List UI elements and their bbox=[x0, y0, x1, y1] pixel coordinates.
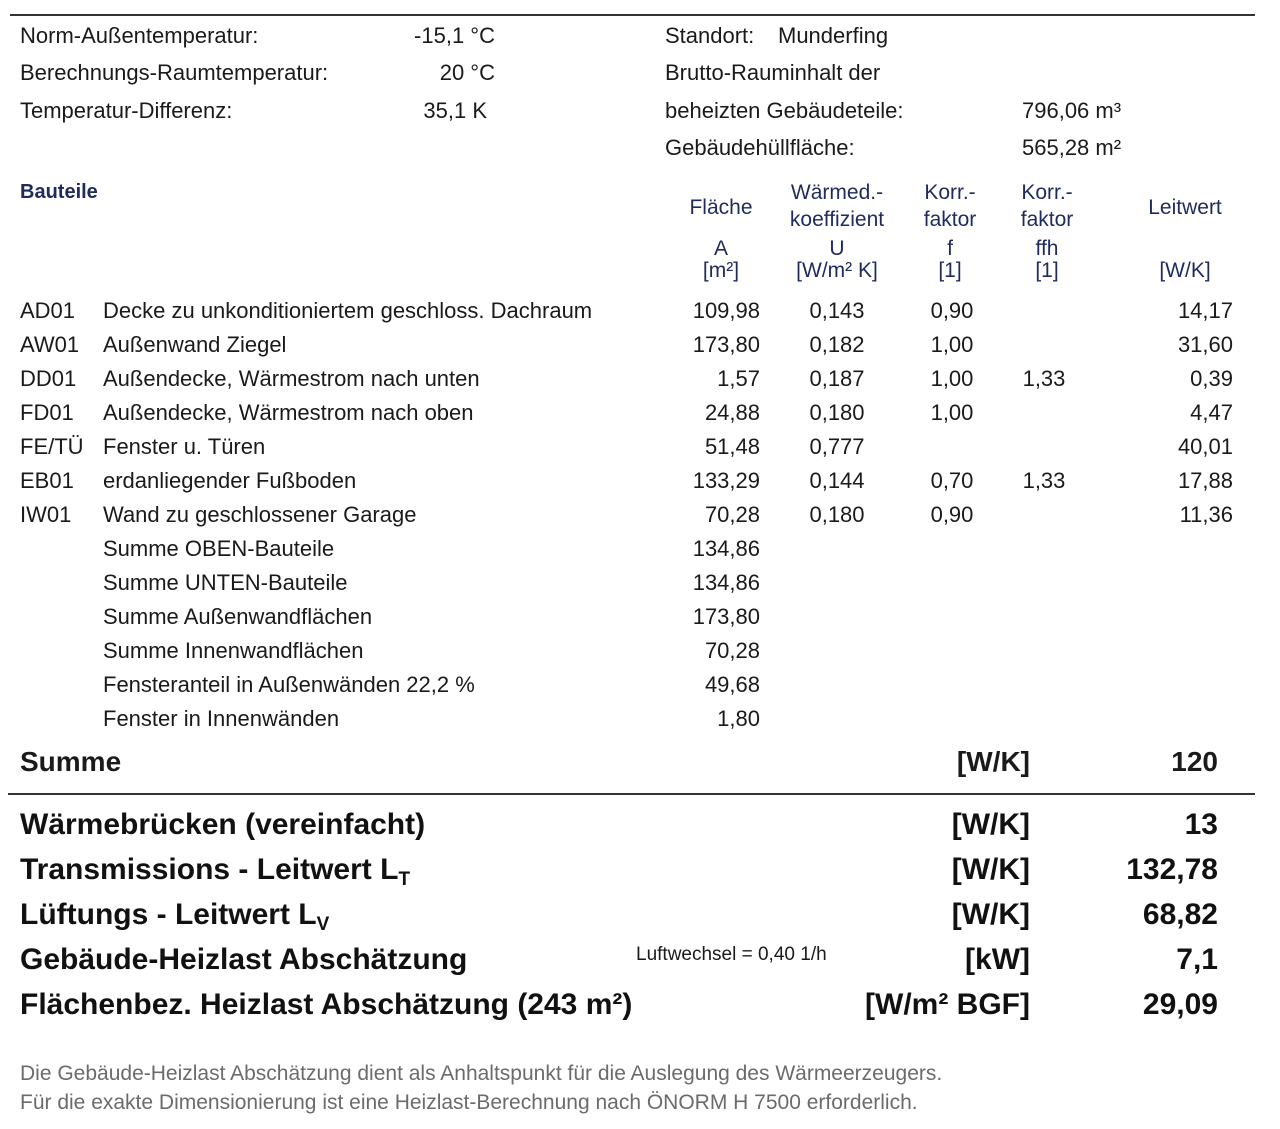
room-temp-label: Berechnungs-Raumtemperatur: bbox=[20, 60, 329, 85]
norm-temp-value: -15,1 °C bbox=[414, 23, 495, 48]
row-code: AD01 bbox=[20, 298, 76, 323]
row-name: Decke zu unkonditioniertem geschloss. Dachraum bbox=[103, 298, 593, 323]
row-code: EB01 bbox=[20, 468, 74, 493]
brutto-label-line2: beheizten Gebäudeteile: bbox=[665, 98, 904, 123]
row-f: 0,90 bbox=[930, 298, 974, 323]
lueftung-label-text: Lüftungs - Leitwert L bbox=[20, 898, 317, 931]
row-u: 0,777 bbox=[809, 434, 865, 459]
top-rule bbox=[10, 14, 1255, 16]
heizlast-label: Gebäude-Heizlast Abschätzung bbox=[20, 943, 468, 976]
leitwert-heading: Leitwert bbox=[1148, 196, 1222, 219]
row-code: FD01 bbox=[20, 400, 74, 425]
heizlast-value: 7,1 bbox=[1176, 943, 1218, 976]
korr-f-heading-1: Korr.- bbox=[924, 181, 976, 204]
lueftung-value: 68,82 bbox=[1142, 898, 1218, 931]
row-u: 0,180 bbox=[809, 502, 865, 527]
korr-ffh-heading-2: faktor bbox=[1020, 208, 1074, 231]
row-f: 1,00 bbox=[930, 366, 974, 391]
leitwert-unit: [W/K] bbox=[1159, 259, 1211, 282]
luftwechsel-note: Luftwechsel = 0,40 1/h bbox=[636, 944, 827, 965]
flaeche-unit: [m²] bbox=[702, 259, 740, 282]
waerme-heading-1: Wärmed.- bbox=[790, 181, 884, 204]
row-name: Summe Außenwandflächen bbox=[103, 604, 373, 629]
huell-value: 565,28 m² bbox=[1022, 135, 1122, 160]
waermebruecken-value: 13 bbox=[1184, 808, 1218, 841]
row-ffh: 1,33 bbox=[1022, 468, 1066, 493]
row-code: AW01 bbox=[20, 332, 80, 357]
temp-diff-value: 35,1 K bbox=[423, 98, 487, 123]
summe-value: 120 bbox=[1171, 746, 1218, 777]
waerme-symbol: U bbox=[829, 237, 845, 260]
row-f: 1,00 bbox=[930, 400, 974, 425]
korr-f-heading-2: faktor bbox=[923, 208, 977, 231]
standort-label: Standort: bbox=[665, 23, 755, 48]
lueftung-label bbox=[20, 898, 329, 936]
row-area: 173,80 bbox=[692, 332, 760, 357]
row-area: 1,80 bbox=[717, 706, 760, 731]
flaeche-symbol: A bbox=[713, 237, 728, 260]
row-leitwert: 0,39 bbox=[1190, 366, 1233, 391]
transmission-value: 132,78 bbox=[1126, 853, 1218, 886]
row-name: Außenwand Ziegel bbox=[103, 332, 287, 357]
footer-line-2: Für die exakte Dimensionierung ist eine Heizlast-Berechnung nach ÖNORM H 7500 erforderlich. bbox=[20, 1091, 918, 1114]
row-u: 0,143 bbox=[809, 298, 865, 323]
row-name: Außendecke, Wärmestrom nach oben bbox=[103, 400, 474, 425]
waerme-heading-2: koeffizient bbox=[789, 208, 885, 231]
row-leitwert: 14,17 bbox=[1177, 298, 1233, 323]
flaeche-heading: Fläche bbox=[689, 196, 753, 219]
row-u: 0,187 bbox=[809, 366, 865, 391]
row-area: 133,29 bbox=[692, 468, 760, 493]
row-name: Summe OBEN-Bauteile bbox=[103, 536, 335, 561]
row-area: 51,48 bbox=[704, 434, 760, 459]
transmission-subscript: T bbox=[398, 869, 411, 890]
room-temp-value: 20 °C bbox=[439, 60, 495, 85]
row-code: FE/TÜ bbox=[20, 434, 84, 459]
heizlast-unit: [kW] bbox=[965, 943, 1030, 976]
row-area: 109,98 bbox=[692, 298, 760, 323]
summe-unit: [W/K] bbox=[956, 746, 1030, 777]
row-leitwert: 40,01 bbox=[1177, 434, 1233, 459]
brutto-value: 796,06 m³ bbox=[1022, 98, 1122, 123]
brutto-label-line1: Brutto-Rauminhalt der bbox=[665, 60, 881, 85]
standort-value: Munderfing bbox=[778, 23, 889, 48]
row-code: DD01 bbox=[20, 366, 77, 391]
lueftung-subscript: V bbox=[316, 914, 330, 935]
row-leitwert: 31,60 bbox=[1177, 332, 1233, 357]
transmission-label-text: Transmissions - Leitwert L bbox=[20, 853, 399, 886]
summe-label: Summe bbox=[20, 746, 122, 777]
waerme-unit: [W/m² K] bbox=[796, 259, 878, 282]
row-ffh: 1,33 bbox=[1022, 366, 1066, 391]
temp-diff-label: Temperatur-Differenz: bbox=[20, 98, 233, 123]
row-f: 0,70 bbox=[930, 468, 974, 493]
row-leitwert: 17,88 bbox=[1177, 468, 1233, 493]
row-name: Summe UNTEN-Bauteile bbox=[103, 570, 348, 595]
flaechenbez-unit: [W/m² BGF] bbox=[865, 988, 1030, 1021]
transmission-label bbox=[20, 853, 410, 891]
waermebruecken-label: Wärmebrücken (vereinfacht) bbox=[20, 808, 426, 841]
lueftung-unit: [W/K] bbox=[951, 898, 1030, 931]
row-leitwert: 4,47 bbox=[1190, 400, 1233, 425]
korr-ffh-heading-1: Korr.- bbox=[1021, 181, 1073, 204]
row-name: Fenster in Innenwänden bbox=[103, 706, 340, 731]
row-area: 70,28 bbox=[704, 502, 760, 527]
row-u: 0,182 bbox=[809, 332, 865, 357]
bauteile-heading: Bauteile bbox=[20, 181, 98, 203]
row-name: Fensteranteil in Außenwänden 22,2 % bbox=[103, 672, 475, 697]
row-area: 173,80 bbox=[692, 604, 760, 629]
row-name: Außendecke, Wärmestrom nach unten bbox=[103, 366, 480, 391]
row-area: 70,28 bbox=[704, 638, 760, 663]
row-name: erdanliegender Fußboden bbox=[103, 468, 357, 493]
row-area: 24,88 bbox=[704, 400, 760, 425]
transmission-unit: [W/K] bbox=[951, 853, 1030, 886]
row-u: 0,180 bbox=[809, 400, 865, 425]
row-name: Summe Innenwandflächen bbox=[103, 638, 364, 663]
korr-f-unit: [1] bbox=[938, 259, 962, 282]
huell-label: Gebäudehüllfläche: bbox=[665, 135, 855, 160]
row-area: 134,86 bbox=[692, 536, 760, 561]
row-leitwert: 11,36 bbox=[1179, 502, 1233, 527]
row-area: 1,57 bbox=[717, 366, 760, 391]
norm-temp-label: Norm-Außentemperatur: bbox=[20, 23, 259, 48]
row-area: 134,86 bbox=[692, 570, 760, 595]
row-u: 0,144 bbox=[809, 468, 865, 493]
row-name: Wand zu geschlossener Garage bbox=[103, 502, 417, 527]
korr-ffh-symbol: ffh bbox=[1035, 237, 1059, 260]
summe-rule bbox=[8, 793, 1255, 795]
waermebruecken-unit: [W/K] bbox=[951, 808, 1030, 841]
flaechenbez-value: 29,09 bbox=[1142, 988, 1218, 1021]
korr-f-symbol: f bbox=[947, 237, 953, 260]
flaechenbez-label: Flächenbez. Heizlast Abschätzung (243 m²) bbox=[20, 988, 633, 1021]
row-code: IW01 bbox=[20, 502, 72, 527]
row-name: Fenster u. Türen bbox=[103, 434, 266, 459]
footer-line-1: Die Gebäude-Heizlast Abschätzung dient als Anhaltspunkt für die Auslegung des Wärmeerzeugers. bbox=[20, 1062, 943, 1085]
row-f: 0,90 bbox=[930, 502, 974, 527]
row-f: 1,00 bbox=[930, 332, 974, 357]
row-area: 49,68 bbox=[704, 672, 760, 697]
korr-ffh-unit: [1] bbox=[1035, 259, 1059, 282]
